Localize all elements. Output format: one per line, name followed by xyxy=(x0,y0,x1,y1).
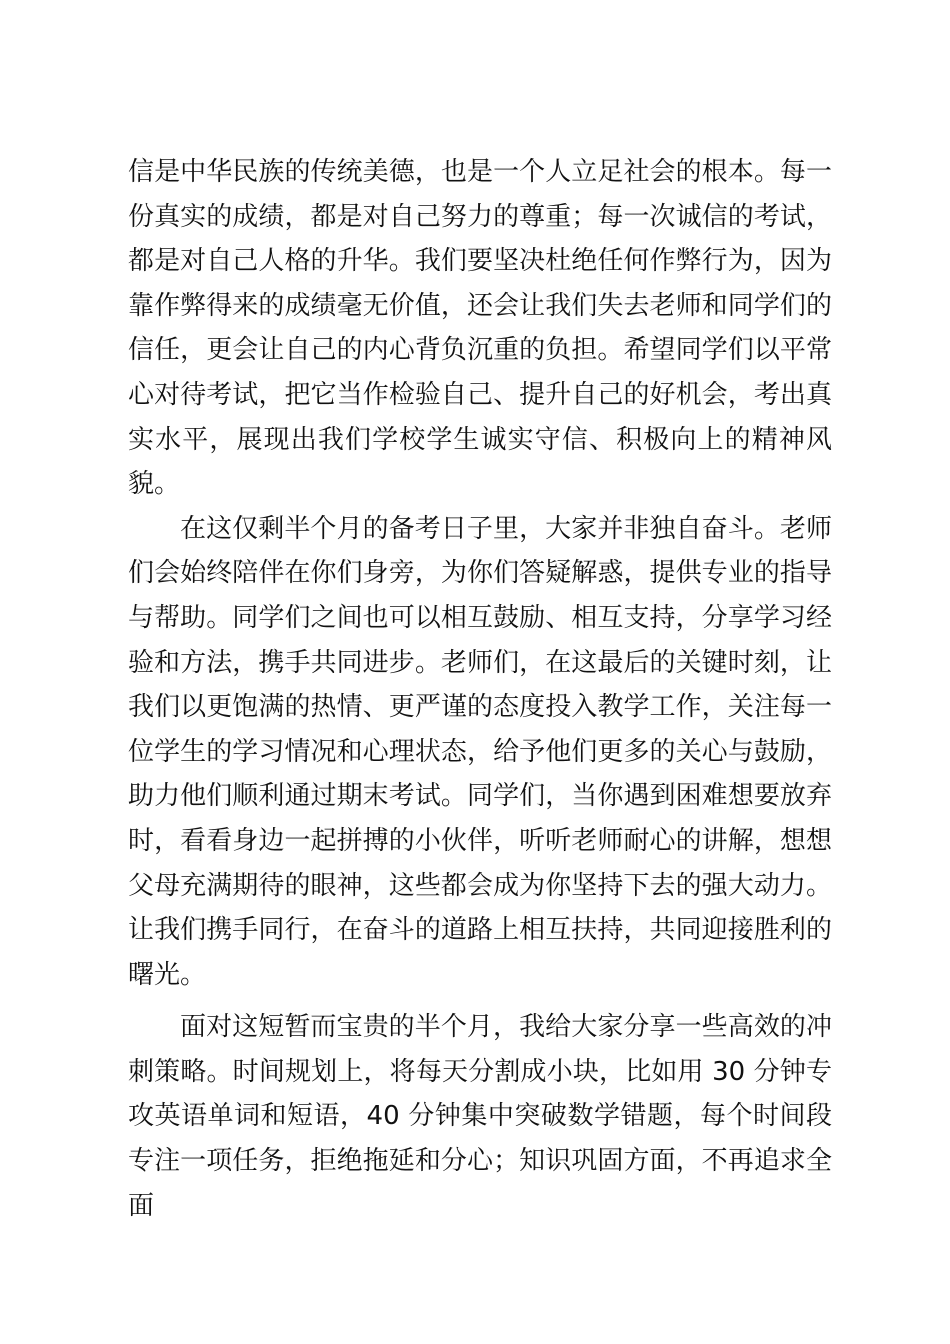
paragraph-integrity: 信是中华民族的传统美德，也是一个人立足社会的根本。每一份真实的成绩，都是对自己努力的尊重；每一次诚信的考试，都是对自己人格的升华。我们要坚决杜绝任何作弊行为，因为靠作弊得来的成绩毫无价值，还会让我们失去老师和同学们的信任，更会让自己的内心背负沉重的负担。希望同学们以平常心对待考试，把它当作检验自己、提升自己的好机会，考出真实水平，展现出我们学校学生诚实守信、积极向上的精神风貌。 xyxy=(128,157,832,500)
body-text xyxy=(128,150,832,1228)
paragraph-strategy: 面对这短暂而宝贵的半个月，我给大家分享一些高效的冲刺策略。时间规划上，将每天分割成小块，比如用 30 分钟专攻英语单词和短语，40 分钟集中突破数学错题，每个时间段专注一项任务，拒绝拖延和分心；知识巩固方面，不再追求全面 xyxy=(128,1012,832,1221)
paragraph-support: 在这仅剩半个月的备考日子里，大家并非独自奋斗。老师们会始终陪伴在你们身旁，为你们答疑解惑，提供专业的指导与帮助。同学们之间也可以相互鼓励、相互支持，分享学习经验和方法，携手共同进步。老师们，在这最后的关键时刻，让我们以更饱满的热情、更严谨的态度投入教学工作，关注每一位学生的学习情况和心理状态，给予他们更多的关心与鼓励，助力他们顺利通过期末考试。同学们，当你遇到困难想要放弃时，看看身边一起拼搏的小伙伴，听听老师耐心的讲解，想想父母充满期待的眼神，这些都会成为你坚持下去的强大动力。让我们携手同行，在奋斗的道路上相互扶持，共同迎接胜利的曙光。 xyxy=(128,513,832,990)
